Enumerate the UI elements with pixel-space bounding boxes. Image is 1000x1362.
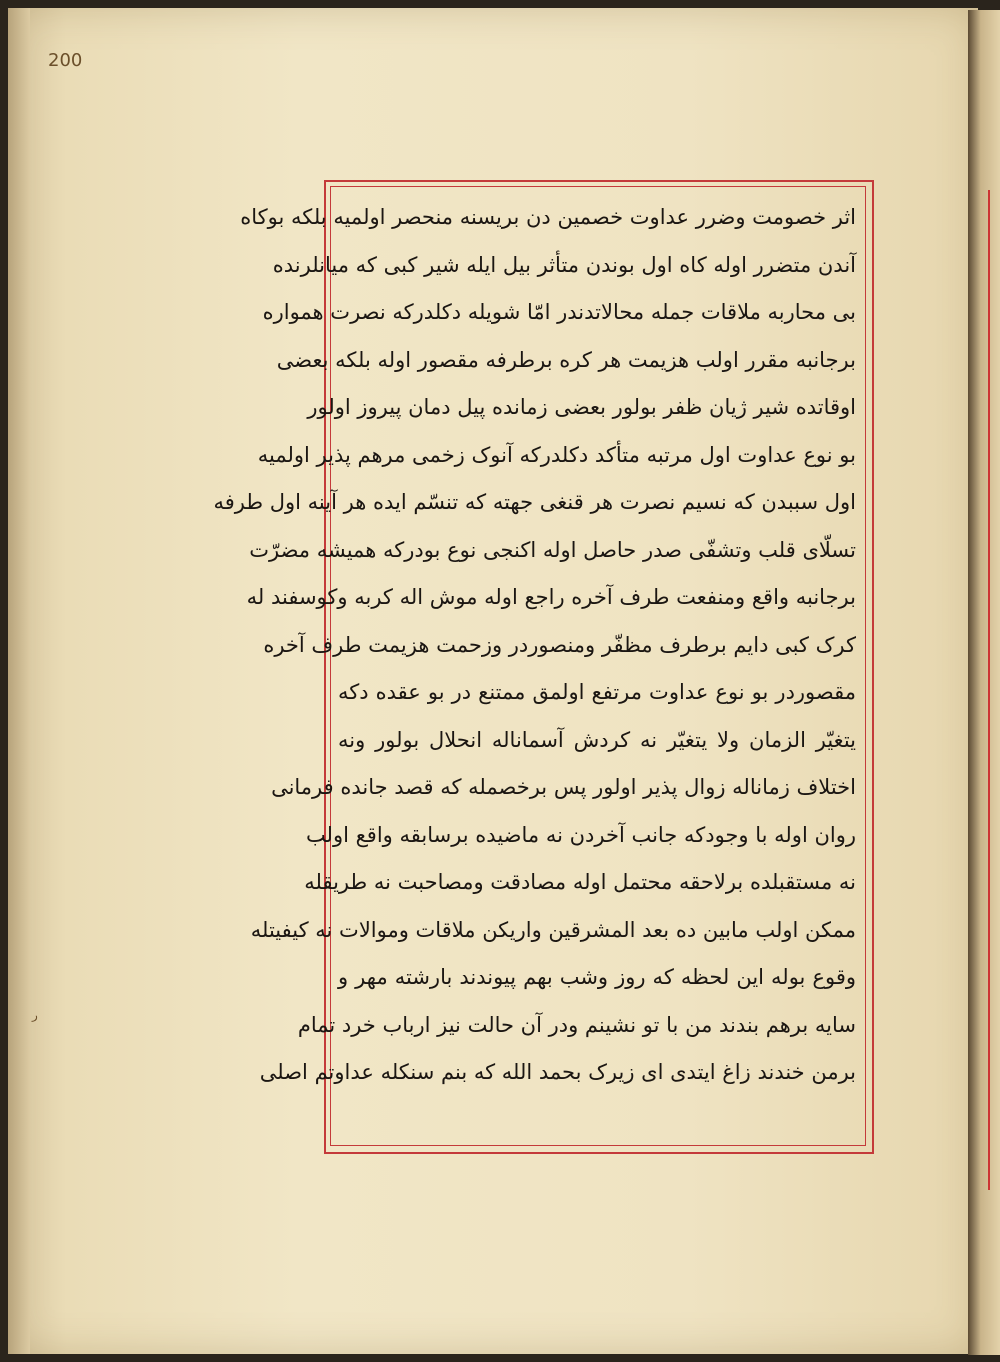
adjacent-page-rule: [988, 190, 992, 1190]
text-line-7: اول سببدن که نسیم نصرت هر قنغی جهته که تنسّم ایده هر آینه اول طرفه: [213, 490, 856, 514]
margin-mark: ر: [32, 1008, 38, 1022]
page-number: 200: [48, 50, 83, 71]
manuscript-page: [8, 8, 978, 1354]
text-line-1: اثر خصومت وضرر عداوت خصمین دن بریسنه منحصر اولمیه بلکه بوکاه: [240, 205, 856, 229]
text-line-2: آندن متضرر اوله کاه اول بوندن متأثر بیل ایله شیر کبی که میانلرنده: [272, 252, 856, 277]
text-line-14: روان اوله با وجودکه جانب آخردن نه ماضیده برسابقه واقع اولب: [305, 822, 856, 847]
adjacent-page-edge: [968, 10, 1000, 1355]
text-line-3: بی محاربه ملاقات جمله محالاتدندر امّا شویله دکلدرکه نصرت همواره: [262, 300, 856, 324]
text-line-11: مقصوردر بو نوع عداوت مرتفع اولمق ممتنع در بو عقده دکه: [338, 680, 856, 704]
text-line-4: برجانبه مقرر اولب هزیمت هر کره برطرفه مقصور اوله بلکه بعضی: [276, 347, 856, 372]
text-line-15: نه مستقبلده برلاحقه محتمل اوله مصادقت ومصاحبت نه طریقله: [304, 870, 856, 894]
text-line-19: برمن خندند زاغ ایتدی ای زیرک بحمد الله که بنم سنکله عداوتم اصلی: [259, 1060, 856, 1084]
text-block: [213, 194, 856, 1134]
text-line-9: برجانبه واقع ومنفعت طرف آخره راجع اوله موش اله کربه وکوسفند له: [246, 585, 856, 609]
text-line-10: کرک کبی دایم برطرف مظفّر ومنصوردر وزحمت هزیمت طرف آخره: [263, 632, 856, 657]
page-edge: [8, 8, 30, 1354]
text-line-18: سایه برهم بندند من با تو نشینم ودر آن حالت نیز ارباب خرد تمام: [297, 1012, 856, 1037]
text-line-12: یتغیّر الزمان ولا یتغیّر نه کردش آسماناله انحلال بولور ونه: [338, 727, 856, 752]
text-line-17: وقوع بوله این لحظه که روز وشب بهم پیوندند بارشته مهر و: [338, 965, 856, 989]
text-line-6: بو نوع عداوت اول مرتبه متأکد دکلدرکه آنوک زخمی مرهم پذیر اولمیه: [257, 442, 856, 467]
text-line-5: اوقاتده شیر ژیان ظفر بولور بعضی زمانده پیل دمان پیروز اولور: [307, 395, 856, 419]
text-line-8: تسلّای قلب وتشفّی صدر حاصل اوله اکنجی نوع بودرکه همیشه مضرّت: [249, 537, 856, 562]
text-line-13: اختلاف زماناله زوال پذیر اولور پس برخصمله که قصد جانده فرمانی: [271, 775, 856, 799]
text-line-16: ممکن اولب مابین ده بعد المشرقین واریکن ملاقات وموالات نه کیفیتله: [250, 917, 856, 942]
